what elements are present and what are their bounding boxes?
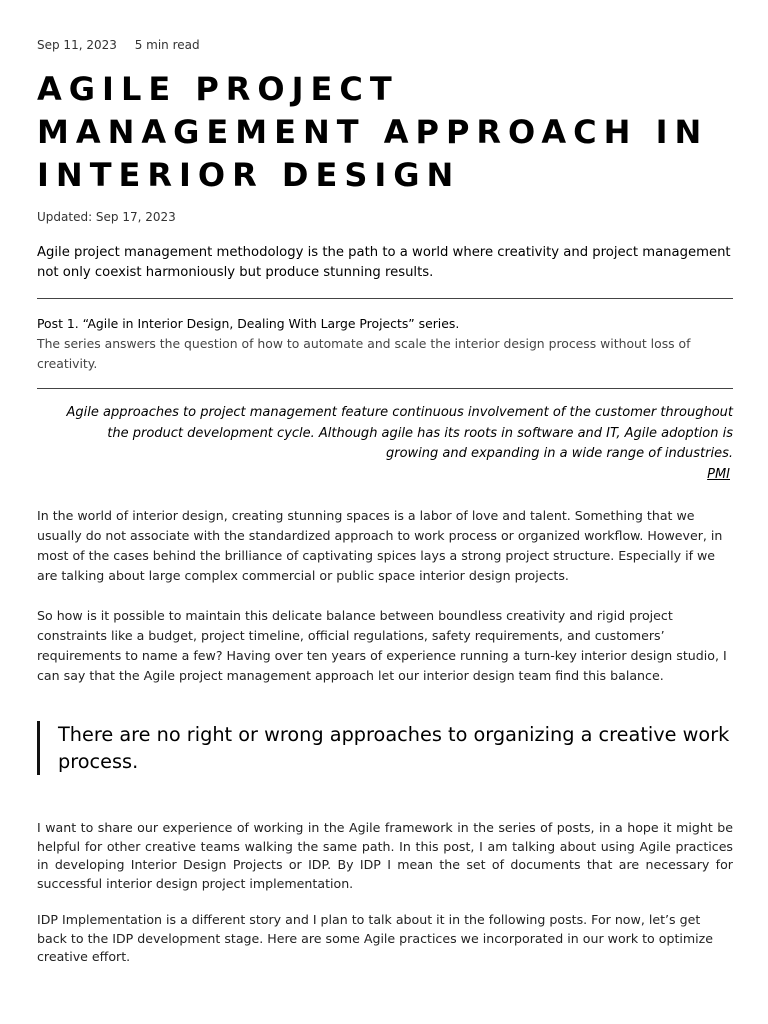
series-description: The series answers the question of how to automate and scale the interior design process without loss of creativity. xyxy=(37,336,691,371)
pull-quote: There are no right or wrong approaches to organizing a creative work process. xyxy=(37,721,738,775)
body-paragraph: So how is it possible to maintain this delicate balance between boundless creativity and rigid project constraints like a budget, project timeline, official regulations, safety requirements, and customers’ requirements to name a few? Having over ten years of experience running a turn-key interior design studio, I can say that the Agile project management approach let our interior design team find this balance. xyxy=(37,608,727,683)
page-title xyxy=(37,68,737,197)
quote-text: Agile approaches to project management feature continuous involvement of the customer throughout the product development cycle. Although agile has its roots in software and IT, Agile adoption is growing and expanding in a wide range of industries. xyxy=(66,405,733,461)
cited-quote xyxy=(57,403,733,485)
lead-paragraph: Agile project management methodology is the path to a world where creativity and project management not only coexist harmoniously but produce stunning results. xyxy=(37,245,731,280)
series-note xyxy=(37,314,733,374)
body-paragraph: I want to share our experience of working in the Agile framework in the series of posts, in a hope it might be helpful for other creative teams walking the same path. In this post, I am talking about using Agile practices in developing Interior Design Projects or IDP. By IDP I mean the set of documents that are necessary for successful interior design project implementation. xyxy=(37,820,733,892)
title-line: MANAGEMENT APPROACH IN xyxy=(37,113,709,151)
body-paragraph: In the world of interior design, creating stunning spaces is a labor of love and talent. Something that we usually do not associate with the standardized approach to work process or organized workflow. However, in most of the cases behind the brilliance of captivating spices lays a strong project structure. Especially if we are talking about large complex commercial or public space interior design projects. xyxy=(37,508,723,583)
divider xyxy=(37,388,733,389)
read-time: 5 min read xyxy=(134,38,200,52)
post-date: Sep 11, 2023 xyxy=(37,38,117,52)
body-paragraph: IDP Implementation is a different story and I plan to talk about it in the following posts. For now, let’s get back to the IDP development stage. Here are some Agile practices we incorporated in our work to optimize creative effort. xyxy=(37,912,714,965)
quote-source-link[interactable]: PMI xyxy=(707,466,730,482)
series-heading: Post 1. “Agile in Interior Design, Dealing With Large Projects” series. xyxy=(37,316,460,331)
title-line: AGILE PROJECT xyxy=(37,70,399,108)
updated-date: Updated: Sep 17, 2023 xyxy=(37,210,176,224)
title-line: INTERIOR DESIGN xyxy=(37,156,461,194)
divider xyxy=(37,298,733,299)
post-meta xyxy=(37,38,214,52)
